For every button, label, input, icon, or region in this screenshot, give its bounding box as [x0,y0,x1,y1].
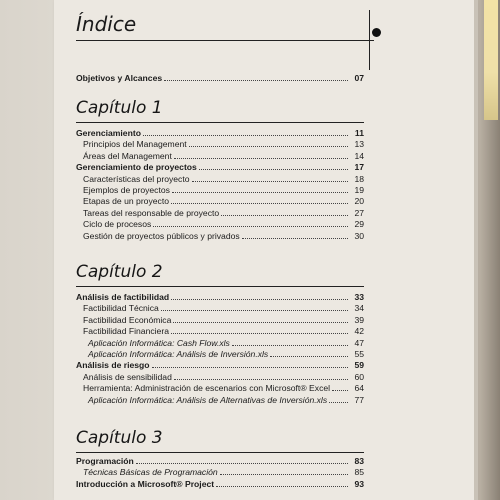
leader-dots [242,232,348,239]
bullet-dot-icon [372,28,381,37]
toc-entry-page: 64 [354,383,364,394]
toc-entry-page: 17 [354,162,364,173]
leader-dots [192,175,348,182]
toc-entry-label: Áreas del Management [83,150,172,161]
toc-entry-label: Características del proyecto [83,173,190,184]
leader-dots [329,396,348,403]
toc-entry[interactable] [88,338,364,349]
leader-dots [164,74,348,81]
toc-entry-page: 83 [354,456,364,466]
toc-entry-label: Aplicación Informática: Cash Flow.xls [88,337,230,348]
leader-dots [152,361,348,368]
leader-dots [232,339,348,346]
leader-dots [270,350,348,357]
toc-entry[interactable] [83,315,364,326]
leader-dots [143,129,348,136]
leader-dots [171,197,348,204]
leader-dots [221,209,348,216]
toc-entry[interactable] [83,219,364,230]
toc-entry-label: Análisis de riesgo [76,360,150,371]
chapter-3-title: Capítulo 3 [76,428,163,448]
toc-entry-label: Gerenciamiento [76,128,141,138]
leader-dots [173,316,348,323]
leader-dots [174,152,348,159]
leader-dots [171,327,348,334]
toc-entry[interactable] [76,479,364,490]
leader-dots [332,384,348,391]
toc-entry-label: Técnicas Básicas de Programación [83,467,218,478]
toc-entry[interactable] [76,128,364,139]
toc-entry-label: Introducción a Microsoft® Project [76,478,215,489]
toc-entry-objetivos[interactable] [76,73,364,84]
leader-dots [216,480,348,487]
toc-entry-label: Gerenciamiento de proyectos [76,162,197,173]
page-edge-shadow [474,0,478,500]
toc-entry-page: 29 [354,219,364,230]
toc-entry-label: Aplicación Informática: Análisis de Inversión.xls [88,349,269,359]
toc-entry[interactable] [76,162,364,173]
toc-entry-page: 11 [354,128,364,138]
toc-entry-label: Objetivos y Alcances [76,73,163,83]
toc-entry-label: Aplicación Informática: Análisis de Alternativas de Inversión.xls [88,394,328,405]
leader-dots [172,186,348,193]
toc-entry-page: 07 [354,73,364,83]
toc-entry-label: Factibilidad Económica [83,314,172,325]
toc-entry[interactable] [83,139,364,150]
sticky-note-tab [484,0,498,120]
chapter-2-rule [76,286,364,287]
toc-entry-page: 59 [354,360,364,371]
index-title: Índice [76,12,137,36]
toc-entry[interactable] [83,174,364,185]
toc-entry[interactable] [76,360,364,371]
toc-entry-label: Programación [76,456,134,466]
toc-entry[interactable] [76,456,364,467]
toc-entry-label: Tareas del responsable de proyecto [83,207,220,218]
toc-entry-label: Factibilidad Técnica [83,303,159,314]
index-rule [76,40,374,41]
toc-entry-page: 85 [354,467,364,478]
toc-entry-page: 14 [354,150,364,161]
toc-entry-page: 39 [354,314,364,325]
toc-entry[interactable] [83,303,364,314]
leader-dots [199,163,348,170]
leader-dots [171,293,348,300]
toc-entry-page: 19 [354,185,364,195]
toc-entry[interactable] [83,185,364,196]
chapter-1-rule [76,122,364,123]
toc-entry[interactable] [83,231,364,242]
toc-entry-label: Herramienta: Administración de escenarios con Microsoft® Excel [83,383,331,394]
toc-entry[interactable] [83,467,364,478]
toc-entry[interactable] [83,326,364,337]
toc-entry-page: 77 [354,394,364,405]
toc-entry[interactable] [88,349,364,360]
chapter-3-rule [76,452,364,453]
toc-entry-page: 18 [354,173,364,184]
toc-entry-page: 60 [354,371,364,382]
toc-entry-page: 42 [354,326,364,337]
toc-entry[interactable] [83,196,364,207]
leader-dots [189,140,348,147]
toc-entry-label: Análisis de factibilidad [76,292,170,302]
chapter-2-title: Capítulo 2 [76,262,163,282]
toc-entry-label: Gestión de proyectos públicos y privados [83,230,240,241]
toc-entry[interactable] [88,395,364,406]
toc-entry-page: 93 [354,478,364,489]
leader-dots [153,220,348,227]
toc-entry-label: Etapas de un proyecto [83,196,169,207]
toc-entry-page: 47 [354,337,364,348]
toc-entry-label: Principios del Management [83,139,187,150]
toc-entry[interactable] [83,151,364,162]
toc-entry-page: 55 [354,349,364,359]
leader-dots [161,304,348,311]
leader-dots [174,373,348,380]
toc-entry-page: 27 [354,207,364,218]
toc-entry-page: 20 [354,196,364,207]
leader-dots [220,468,348,475]
leader-dots [136,457,348,464]
toc-entry-page: 34 [354,303,364,314]
chapter-1-title: Capítulo 1 [76,98,163,118]
toc-entry-label: Análisis de sensibilidad [83,371,172,382]
toc-entry[interactable] [83,208,364,219]
index-vertical-rule [369,10,370,70]
toc-entry[interactable] [83,372,364,383]
toc-entry[interactable] [83,383,364,394]
toc-entry[interactable] [76,292,364,303]
toc-entry-label: Ejemplos de proyectos [83,185,170,195]
toc-entry-label: Factibilidad Financiera [83,326,169,337]
toc-entry-label: Ciclo de procesos [83,219,152,230]
toc-entry-page: 13 [354,139,364,150]
toc-entry-page: 33 [354,292,364,302]
toc-entry-page: 30 [354,230,364,241]
